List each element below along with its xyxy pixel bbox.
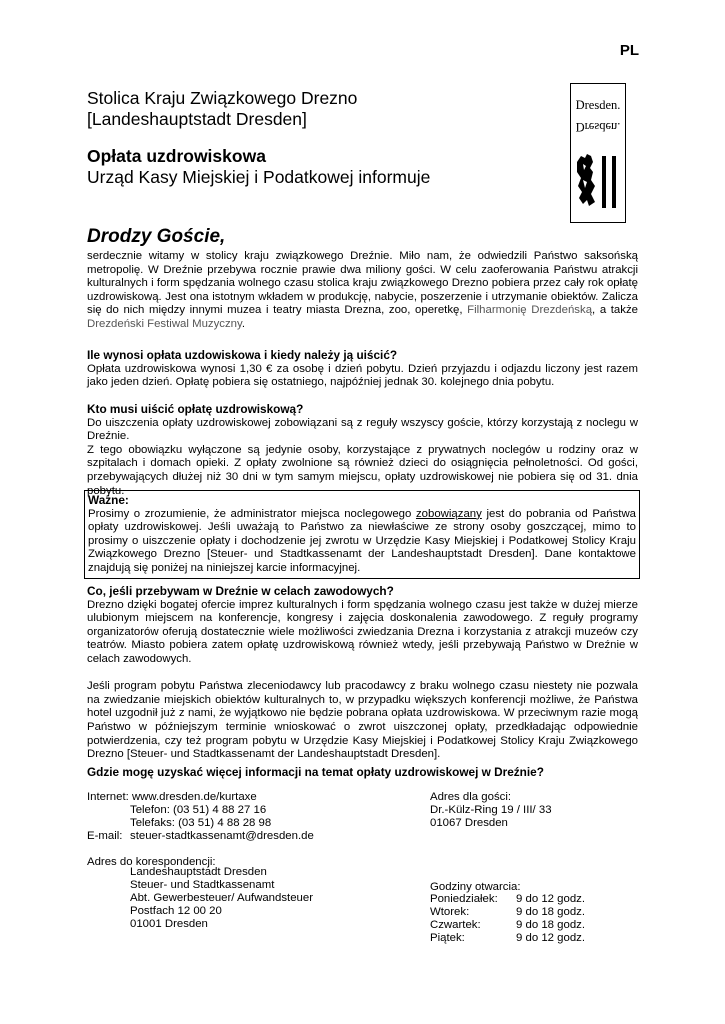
fax-line: Telefaks: (03 51) 4 88 28 98 [130, 817, 272, 829]
important-notice-box: Ważne: Prosimy o zrozumienie, że administrator miejsca noclegowego zobowiązany jest do pobrania od Państwa opłaty uzdrowiskowej. Jeśli uważają to Państwo za niewłaściwe ze strony osoby goszczącej, mimo to prosimy o uiszczenie opłaty i dochodzenie jej zwrotu w Urzędzie Kasy Miejskiej i Podatkowej Stolicy Kraju Związkowego Drezno [Steuer- und Stadtkassenamt der Landeshauptstadt Dresden]. Dane kontaktowe znajdują się poniżej na niniejszej karcie informacyjnej. [84, 490, 640, 579]
correspondence-line: Steuer- und Stadtkassenamt [130, 879, 275, 891]
visitor-street: Dr.-Külz-Ring 19 / III/ 33 [430, 804, 552, 816]
internet-line: Internet: www.dresden.de/kurtaxe [87, 791, 257, 803]
dresden-coat-of-arms-icon [571, 84, 625, 222]
section-text: Z tego obowiązku wyłączone są jedynie osoby, korzystające z prywatnych noclegów u rodziny oraz w szpitalach i domach opieki. Z opłaty zwolnione są również dzieci do osiągnięcia pełnoletności. Od gości, przebywających dłużej niż 30 dni w tym samym miejscu, opłaty uzdrowiskowej nie pobiera się od 31. dnia pobytu. [87, 443, 638, 497]
email-address: steuer-stadtkassenamt@dresden.de [130, 830, 314, 842]
section-title: Co, jeśli przebywam w Dreźnie w celach zawodowych? [87, 584, 394, 598]
festival-name: Drezdeński Festiwal Muzyczny [87, 317, 242, 330]
dresden-logo [570, 83, 626, 223]
svg-text:Dresden.: Dresden. [575, 120, 621, 134]
hours-day: Czwartek: [430, 919, 481, 931]
correspondence-label: Adres do korespondencji: [87, 856, 216, 868]
hours-time: 9 do 12 godz. [516, 893, 586, 905]
fee-heading [87, 146, 430, 188]
section-fee-amount [87, 349, 638, 390]
section-text: Jeśli program pobytu Państwa zleceniodawcy lub pracodawcy z braku wolnego czasu niestety nie pozwala na zwiedzanie miejskich obiektów kulturalnych to, w przypadku większych konferencji możliwe, że Państwa hotel uzgodnił już z nami, że wyjątkowo nie będzie pobrana opłata uzdrowiskowa. W przeciwnym razie mogą Państwo w późniejszym terminie wnioskować o zwrot uiszczonej opłaty, przedkładając odpowiednie potwierdzenia, czy też program pobytu w Urzędzie Kasy Miejskiej i Podatkowej Stolicy Kraju Związkowego Drezno [Steuer- und Stadtkassenamt der Landeshauptstadt Dresden]. [87, 680, 638, 761]
section-title: Ile wynosi opłata uzdowiskowa i kiedy należy ją uiścić? [87, 348, 398, 362]
visitor-address-label: Adres dla gości: [430, 791, 512, 803]
fee-subtitle: Urząd Kasy Miejskiej i Podatkowej informuje [87, 167, 431, 187]
city-name: Stolica Kraju Związkowego Drezno [87, 88, 358, 108]
notice-title: Ważne: [88, 493, 129, 507]
section-title: Kto musi uiścić opłatę uzdrowiskową? [87, 402, 304, 416]
intro-paragraph: serdecznie witamy w stolicy kraju związkowego Dreźnie. Miło nam, że odwiedzili Państwo saksońską metropolię. W Dreźnie przebywa rocznie prawie dwa miliony gości. W celu zaoferowania Państwu atrakcji kulturalnych i form spędzania wolnego czasu stolica kraju związkowego Drezno pobiera przez cały rok opłatę uzdrowiskową. Jest ona istotnym wkładem w produkcję, nabycie, poszerzenie i utrzymanie obiektów. Zalicza się do nich między innymi muzea i teatry miasta Drezna, zoo, operetkę, Filharmonię Drezdeńską, a także Drezdeński Festiwal Muzyczny. [87, 250, 638, 330]
hours-day: Piątek: [430, 932, 465, 944]
correspondence-line: Abt. Gewerbesteuer/ Aufwandsteuer [130, 892, 313, 904]
section-text: Drezno dzięki bogatej ofercie imprez kulturalnych i form spędzania wolnego czasu jest także w dużej mierze ulubionym miejscem na konferencje, kongresy i zajęcia doskonalenia zawodowego. Z reguły programy organizatorów oferują dostatecznie wiele możliwości zwiedzania Drezna i korzystania z atrakcji muzeów czy teatrów. Miasto pobiera zatem opłatę uzdrowiskową również wtedy, jeśli przebywają Państwo w Dreźnie w celach zawodowych. [87, 598, 638, 665]
info-title: Gdzie mogę uzyskać więcej informacji na temat opłaty uzdrowiskowej w Dreźnie? [87, 765, 544, 779]
correspondence-line: 01001 Dresden [130, 918, 208, 930]
philharmonic-name: Filharmonię Drezdeńską [467, 304, 593, 317]
correspondence-line: Postfach 12 00 20 [130, 905, 222, 917]
city-heading [87, 88, 357, 130]
phone-line: Telefon: (03 51) 4 88 27 16 [130, 804, 267, 816]
city-name-german: [Landeshauptstadt Dresden] [87, 109, 307, 129]
section-business-travel [87, 585, 638, 762]
fee-title: Opłata uzdrowiskowa [87, 146, 266, 166]
section-who-pays [87, 403, 638, 498]
section-text: Do uiszczenia opłaty uzdrowiskowej zobowiązani są z reguły wszyscy goście, którzy korzystają z noclegu w Dreźnie. [87, 416, 638, 443]
hours-day: Wtorek: [430, 906, 470, 918]
language-code: PL [619, 42, 639, 59]
intro-conj: , a także [592, 304, 638, 317]
greeting: Drodzy Goście, [87, 226, 226, 247]
svg-text:Dresden.: Dresden. [575, 98, 621, 112]
hours-time: 9 do 18 godz. [516, 919, 586, 931]
opening-hours-label: Godziny otwarcia: [430, 881, 521, 893]
email-label: E-mail: [87, 830, 123, 842]
visitor-city: 01067 Dresden [430, 817, 508, 829]
hours-day: Poniedziałek: [430, 893, 498, 905]
section-text: Opłata uzdrowiskowa wynosi 1,30 € za osobę i dzień pobytu. Dzień przyjazdu i odjazdu liczony jest razem jako jeden dzień. Opłatę pobiera się ostatniego, najpóźniej jednak 30. kolejnego dnia pobytu. [87, 362, 638, 389]
obligated-word: zobowiązany [415, 507, 482, 520]
hours-time: 9 do 18 godz. [516, 906, 586, 918]
correspondence-line: Landeshauptstadt Dresden [130, 866, 267, 878]
hours-time: 9 do 12 godz. [516, 932, 586, 944]
intro-text: serdecznie witamy w stolicy kraju związkowego Dreźnie. Miło nam, że odwiedzili Państwo saksońską metropolię. W Dreźnie przebywa rocznie prawie dwa miliony gości. W celu zaoferowania Państwu atrakcji kulturalnych i form spędzania wolnego czasu stolica kraju związkowego Drezno pobiera przez cały rok opłatę uzdrowiskową. Jest ona istotnym wkładem w produkcję, nabycie, poszerzenie i utrzymanie obiektów. Zalicza się do nich między innymi muzea i teatry miasta Drezna, zoo, operetkę, [87, 250, 638, 317]
